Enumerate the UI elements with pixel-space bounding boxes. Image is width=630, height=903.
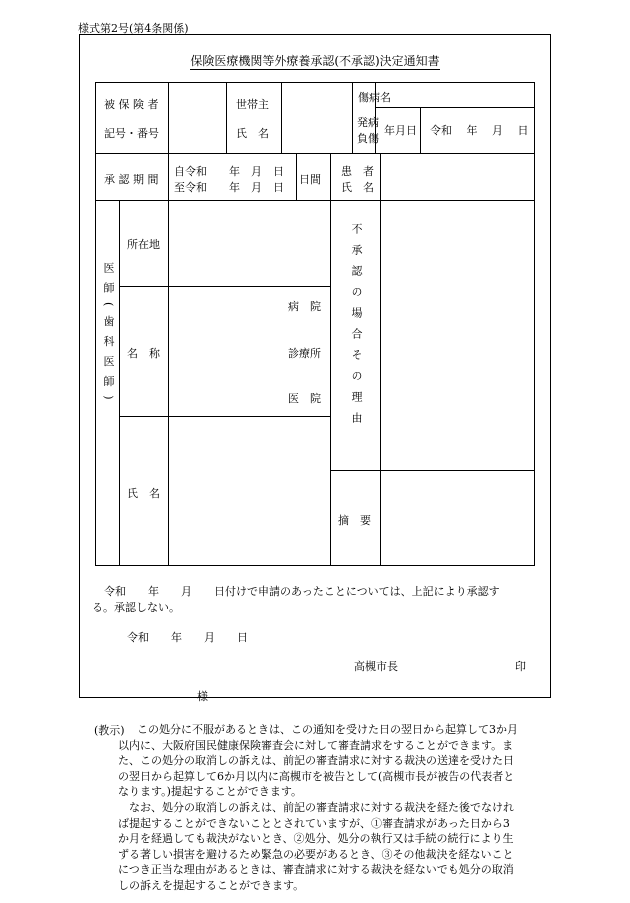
issuer: 高槻市長: [354, 660, 398, 673]
instructions-line: ば提起することができないこととされていますが、①審査請求があった日から3: [118, 816, 510, 830]
suffix-clinic: 診療所: [288, 347, 321, 360]
disease-name-label: 傷病名: [358, 91, 391, 104]
recipient-honorific: 様: [197, 690, 208, 703]
approval-period-days: 日間: [299, 173, 321, 186]
doctor-name-field[interactable]: [169, 417, 329, 565]
notice-line-2: る。承認しない。: [92, 601, 180, 614]
instructions-line: この処分に不服があるときは、この通知を受けた日の翌日から起算して3か月: [137, 723, 518, 736]
form-number: 様式第2号(第4条関係): [78, 22, 189, 35]
instructions-line: の翌日から起算して6か月以内に高槻市を被告として(高槻市長が被告の代表者と: [118, 769, 515, 783]
doctor-name-label: 氏 名: [127, 487, 160, 500]
approval-period-to: 至令和 年 月 日: [174, 181, 284, 194]
instructions-para1: [118, 738, 514, 894]
onset-date-value: 令和 年 月 日: [430, 124, 529, 137]
instructions-line: ずる著しい損害を避けるため緊急の必要があるとき、③その他裁決を経ないこと: [118, 847, 514, 861]
institution-name-label: 名 称: [127, 347, 160, 360]
onset-label-2: 負傷: [357, 132, 379, 145]
remarks-label: 摘 要: [338, 514, 371, 527]
householder-name-field[interactable]: [282, 83, 351, 152]
suffix-practice: 医 院: [288, 392, 321, 405]
insured-label-1: 被 保 険 者: [104, 98, 159, 111]
disease-name-field[interactable]: [404, 83, 534, 106]
approval-period-from: 自令和 年 月 日: [174, 165, 284, 178]
instructions-block: [137, 722, 518, 738]
instructions-line: 以内に、大阪府国民健康保険審査会に対して審査請求をすることができます。ま: [118, 738, 514, 752]
location-field[interactable]: [169, 201, 329, 285]
rejection-reason-label: 不承認の場合その理由: [350, 223, 363, 433]
insured-number-field[interactable]: [169, 83, 225, 152]
instructions-line: しの訴えを提起することができます。: [118, 878, 305, 892]
onset-date-label: 年月日: [384, 124, 417, 137]
remarks-field[interactable]: [381, 471, 534, 565]
notice-line-1: 令和 年 月 日付けで申請のあったことについては、上記により承認す: [104, 585, 500, 598]
instructions-line: につき正当な理由があるときは、審査請求に対する裁決を経ないでも処分の取消: [118, 863, 514, 877]
insured-label-2: 記号・番号: [104, 127, 159, 140]
approval-period-label: 承 認 期 間: [104, 173, 159, 186]
patient-label-2: 氏 名: [341, 181, 374, 194]
onset-label-1: 発病: [357, 116, 379, 129]
rejection-reason-field[interactable]: [381, 201, 534, 469]
instructions-label: (教示): [94, 724, 125, 737]
doctor-vertical-label: 医師(歯科医師): [102, 262, 115, 409]
location-label: 所在地: [127, 238, 160, 251]
institution-name-field[interactable]: [169, 287, 279, 415]
suffix-hospital: 病 院: [288, 300, 321, 313]
seal-mark: 印: [515, 660, 526, 673]
instructions-line: なお、処分の取消しの訴えは、前記の審査請求に対する裁決を経た後でなけれ: [129, 800, 514, 814]
notice-date: 令和 年 月 日: [127, 631, 248, 644]
patient-label-1: 患 者: [341, 165, 374, 178]
instructions-line: なります。)提起することができます。: [118, 785, 303, 799]
document-title: 保険医療機関等外療養承認(不承認)決定通知書: [190, 54, 440, 68]
instructions-line: た、この処分の取消しの訴えは、前記の審査請求に対する裁決の送達を受けた日: [118, 754, 514, 768]
patient-name-field[interactable]: [381, 154, 534, 199]
householder-label-2: 氏 名: [236, 127, 269, 140]
householder-label-1: 世帯主: [236, 98, 269, 111]
instructions-line: か月を経過しても裁決がないとき、②処分、処分の執行又は手続の続行により生: [118, 832, 514, 846]
